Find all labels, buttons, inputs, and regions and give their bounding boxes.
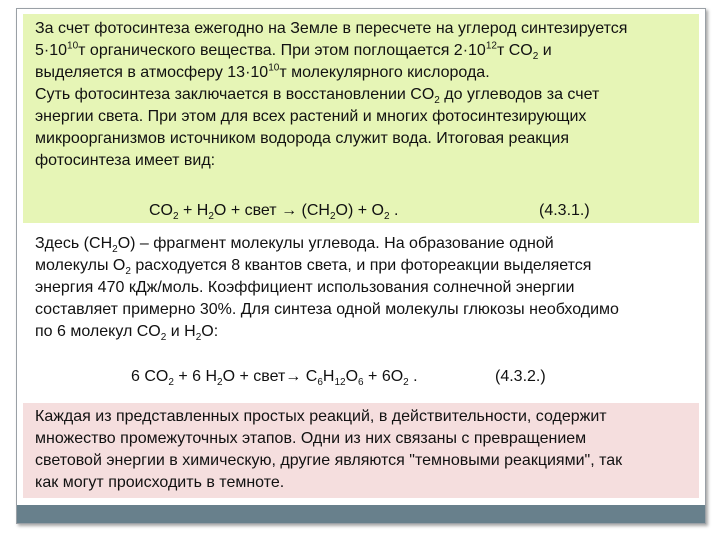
footer-bar <box>17 505 705 523</box>
text-line: выделяется в атмосферу 13·10 <box>35 64 269 81</box>
subscript: 2 <box>168 377 174 389</box>
text-line: За счет фотосинтеза ежегодно на Земле в пересчете на углерод синтезируется <box>35 20 628 37</box>
superscript: 10 <box>268 62 280 74</box>
subscript: 2 <box>403 377 409 389</box>
eq-text: O <box>345 368 359 385</box>
text-line: Здесь (CH <box>35 235 113 252</box>
superscript: 12 <box>485 40 497 52</box>
subscript: 2 <box>160 332 167 344</box>
text-line: 5·10 <box>35 42 68 59</box>
subscript: 2 <box>532 51 539 63</box>
eq-text: + 6O <box>363 368 404 385</box>
text-line: и <box>538 42 552 59</box>
text-line: расходуется 8 квантов света, и при фотореакции выделяется <box>130 257 592 274</box>
subscript: 2 <box>383 211 390 223</box>
text-line: энергия 470 кДж/моль. Коэффициент использования солнечной энергии <box>35 279 575 296</box>
subscript: 12 <box>334 377 346 389</box>
eq-text: O + свет → (CH <box>213 202 330 219</box>
text-line: световой энергии в химическую, другие являются "темновыми реакциями", так <box>35 452 623 469</box>
text-line: O: <box>201 323 219 340</box>
text-line: и H <box>166 323 196 340</box>
intro-block <box>23 14 699 223</box>
eq-text: + H <box>178 202 209 219</box>
text-line: молекулы O <box>35 257 126 274</box>
subscript: 2 <box>208 211 214 223</box>
text-line: т молекулярного кислорода. <box>279 64 490 81</box>
subscript: 2 <box>173 211 179 223</box>
explanation-block <box>23 223 699 403</box>
eq-text: + 6 H <box>173 368 218 385</box>
text-line: составляет примерно 30%. Для синтеза одной молекулы глюкозы необходимо <box>35 301 619 318</box>
paragraph-quantum-energy <box>35 233 619 343</box>
slide-frame <box>16 8 706 524</box>
equation-number: (4.3.1.) <box>539 202 590 219</box>
eq-text: H <box>322 368 335 385</box>
text-line: Каждая из представленных простых реакций, в действительности, содержит <box>35 408 607 425</box>
text-line: т CO <box>496 42 533 59</box>
subscript: 2 <box>125 266 131 278</box>
subscript: 2 <box>112 244 118 256</box>
equation-glucose <box>131 368 418 389</box>
text-line: т органического вещества. При этом поглощается 2·10 <box>78 42 486 59</box>
subscript: 6 <box>358 377 364 389</box>
superscript: 10 <box>67 40 79 52</box>
eq-text: . <box>389 202 399 219</box>
text-line: как могут происходить в темноте. <box>35 474 285 491</box>
subscript: 2 <box>217 377 223 389</box>
eq-text: O + свет→ C <box>222 368 318 385</box>
text-line: фотосинтеза имеет вид: <box>35 152 216 169</box>
equation-photosynthesis <box>149 202 399 223</box>
subscript: 2 <box>195 332 202 344</box>
text-line: O) – фрагмент молекулы углевода. На образование одной <box>117 235 554 252</box>
text-line: до углеводов за счет <box>439 86 600 103</box>
eq-text: CO <box>149 202 173 219</box>
text-line: множество промежуточных этапов. Одни из них связаны с превращением <box>35 430 587 447</box>
paragraph-carbon-synthesis <box>35 18 627 172</box>
eq-text: . <box>408 368 418 385</box>
text-line: микроорганизмов источником водорода служит вода. Итоговая реакция <box>35 130 569 147</box>
subscript: 2 <box>329 211 336 223</box>
text-line: по 6 молекул CO <box>35 323 161 340</box>
text-line: энергии света. При этом для всех растений и многих фотосинтезирующих <box>35 108 587 125</box>
subscript: 6 <box>317 377 323 389</box>
note-block <box>23 403 699 498</box>
eq-text: 6 CO <box>131 368 169 385</box>
paragraph-intermediate-stages <box>35 406 622 494</box>
text-line: Суть фотосинтеза заключается в восстановлении CO <box>35 86 435 103</box>
subscript: 2 <box>434 95 440 107</box>
eq-text: O) + O <box>335 202 384 219</box>
equation-number: (4.3.2.) <box>495 368 546 385</box>
